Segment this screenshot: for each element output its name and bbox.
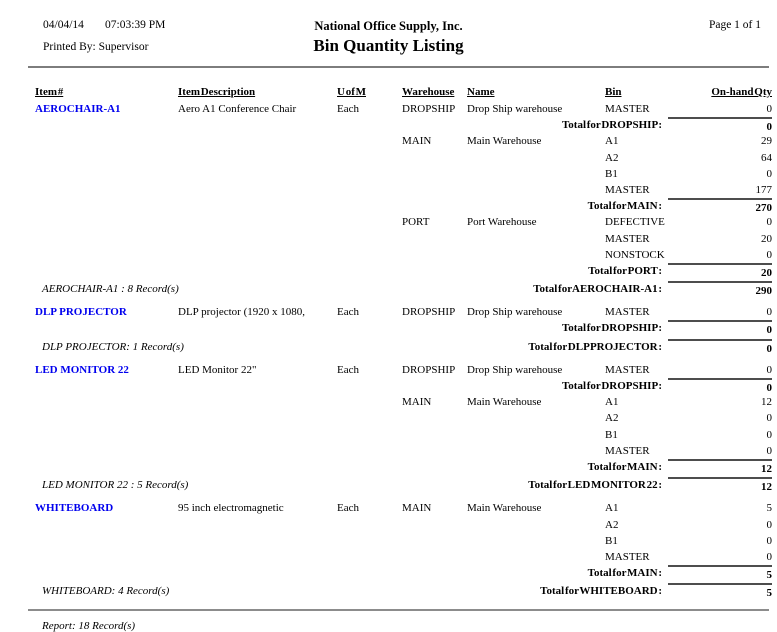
table-row: [30, 410, 772, 426]
cell-warehouse: DROPSHIP: [402, 306, 456, 319]
column-header-warehouse: Warehouse: [402, 86, 455, 98]
cell-warehouse: [400, 427, 465, 443]
cell-warehouse-name: [465, 166, 598, 182]
cell-bin: A2: [605, 518, 619, 531]
itemtotal-label: Total for LED MONITOR 22 :: [528, 479, 662, 492]
cell-qty: 5: [766, 502, 772, 515]
cell-item: [30, 410, 178, 426]
cell-bin: MASTER: [605, 232, 650, 245]
cell-warehouse-name: [465, 427, 598, 443]
table-row: [30, 339, 772, 355]
cell-qty: 0: [766, 518, 772, 531]
cell-description: [178, 549, 335, 565]
subtotal-label: Total for DROPSHIP :: [561, 380, 662, 392]
table-row: [30, 101, 772, 117]
cell-uom: [335, 247, 400, 263]
cell-warehouse: DROPSHIP: [402, 363, 456, 376]
cell-warehouse-name: [465, 182, 598, 198]
cell-qty: 0: [766, 248, 772, 261]
cell-uom: [335, 182, 400, 198]
cell-uom: Each: [337, 103, 359, 115]
cell-description: [178, 443, 335, 459]
table-row: [30, 247, 772, 263]
cell-description: [178, 231, 335, 247]
table-row: [30, 443, 772, 459]
column-header-description: Item Description: [178, 86, 256, 98]
cell-bin: MASTER: [605, 103, 650, 115]
cell-qty: 29: [761, 135, 772, 148]
cell-warehouse-name: Drop Ship warehouse: [467, 103, 563, 115]
cell-uom: [335, 443, 400, 459]
cell-qty: 0: [766, 216, 772, 229]
cell-warehouse-name: Main Warehouse: [467, 502, 542, 515]
cell-item: [30, 427, 178, 443]
report-title: Bin Quantity Listing: [313, 36, 464, 55]
table-row: [30, 231, 772, 247]
cell-qty: 20: [761, 232, 772, 245]
table-row: [30, 459, 772, 475]
table-row: [30, 394, 772, 410]
table-row: [30, 304, 772, 320]
cell-warehouse-name: [465, 410, 598, 426]
report-table-body: [30, 101, 772, 599]
table-row: [30, 320, 772, 336]
cell-description: 95 inch electromagnetic: [178, 502, 284, 515]
cell-item: [30, 150, 178, 166]
subtotal-label: Total for MAIN :: [587, 567, 662, 580]
cell-warehouse: [400, 247, 465, 263]
cell-bin: A2: [605, 151, 619, 164]
report-record-count: Report: 18 Record(s): [42, 620, 136, 632]
cell-bin: A1: [605, 135, 619, 148]
cell-warehouse-name: Port Warehouse: [467, 216, 537, 229]
cell-item: [30, 247, 178, 263]
cell-warehouse-name: [465, 231, 598, 247]
cell-bin: A1: [605, 502, 619, 515]
cell-warehouse: [400, 517, 465, 533]
cell-description: [178, 166, 335, 182]
item-number-link[interactable]: LED MONITOR 22: [35, 363, 129, 376]
cell-description: [178, 427, 335, 443]
cell-qty: 0: [766, 550, 772, 563]
cell-warehouse: [400, 410, 465, 426]
cell-warehouse: [400, 533, 465, 549]
table-row: [30, 500, 772, 516]
cell-bin: A1: [605, 396, 619, 409]
subtotal-qty: 270: [668, 198, 772, 214]
cell-warehouse: PORT: [402, 216, 430, 229]
cell-warehouse: MAIN: [402, 502, 432, 515]
cell-warehouse-name: Main Warehouse: [467, 396, 542, 409]
page-indicator: Page 1 of 1: [708, 19, 761, 31]
table-row: [30, 583, 772, 599]
table-row: [30, 533, 772, 549]
cell-description: [178, 214, 335, 230]
column-header-uom: U of M: [337, 86, 366, 98]
subtotal-label: Total for DROPSHIP :: [561, 119, 662, 132]
cell-qty: 0: [766, 444, 772, 457]
cell-warehouse: [400, 231, 465, 247]
cell-uom: [335, 410, 400, 426]
cell-item: [30, 517, 178, 533]
cell-uom: Each: [337, 502, 359, 515]
cell-bin: MASTER: [605, 306, 650, 319]
itemtotal-label: Total for AEROCHAIR-A1 :: [533, 283, 662, 296]
table-row: [30, 198, 772, 214]
cell-item: [30, 182, 178, 198]
cell-warehouse: MAIN: [402, 135, 432, 148]
record-count-note: DLP PROJECTOR: 1 Record(s): [42, 340, 184, 353]
cell-uom: [335, 166, 400, 182]
record-count-note: LED MONITOR 22 : 5 Record(s): [42, 479, 189, 492]
table-row: [30, 117, 772, 133]
itemtotal-qty: 5: [668, 583, 772, 599]
table-row: [30, 362, 772, 378]
table-row: [30, 281, 772, 297]
cell-item: [30, 443, 178, 459]
subtotal-label: Total for MAIN :: [587, 460, 662, 473]
table-row: [30, 150, 772, 166]
item-number-link[interactable]: DLP PROJECTOR: [35, 306, 127, 319]
table-row: [30, 182, 772, 198]
company-name: National Office Supply, Inc.: [314, 19, 463, 33]
cell-bin: MASTER: [605, 183, 650, 196]
table-row: [30, 549, 772, 565]
subtotal-label: Total for DROPSHIP :: [561, 322, 662, 335]
subtotal-qty: 20: [668, 263, 772, 279]
subtotal-qty: 0: [668, 378, 772, 394]
cell-uom: [335, 427, 400, 443]
cell-warehouse-name: Drop Ship warehouse: [467, 306, 563, 319]
header-divider: [28, 66, 769, 68]
cell-qty: 12: [761, 396, 772, 409]
cell-uom: [335, 517, 400, 533]
cell-warehouse: [400, 182, 465, 198]
cell-warehouse-name: Drop Ship warehouse: [467, 363, 563, 376]
cell-bin: MASTER: [605, 550, 650, 563]
table-row: [30, 214, 772, 230]
cell-qty: 0: [766, 306, 772, 319]
cell-warehouse-name: [465, 247, 598, 263]
cell-qty: 0: [766, 428, 772, 441]
cell-warehouse: MAIN: [402, 396, 432, 409]
column-header-name: Name: [467, 86, 495, 98]
itemtotal-qty: 0: [668, 339, 772, 355]
subtotal-qty: 0: [668, 320, 772, 336]
cell-uom: [335, 150, 400, 166]
cell-bin: MASTER: [605, 444, 650, 457]
table-row: [30, 477, 772, 493]
itemtotal-label: Total for DLP PROJECTOR :: [528, 340, 662, 353]
cell-item: [30, 533, 178, 549]
cell-warehouse: [400, 166, 465, 182]
cell-bin: A2: [605, 412, 619, 425]
cell-uom: [335, 133, 400, 149]
table-row: [30, 378, 772, 394]
printed-by: Printed By: Supervisor: [43, 41, 149, 53]
cell-warehouse-name: [465, 549, 598, 565]
cell-item: [30, 549, 178, 565]
itemtotal-qty: 12: [668, 477, 772, 493]
report-date: 04/04/14: [43, 19, 84, 31]
cell-bin: B1: [605, 534, 618, 547]
subtotal-qty: 0: [668, 117, 772, 133]
cell-description: [178, 394, 335, 410]
cell-bin: NONSTOCK: [605, 248, 665, 261]
cell-qty: 0: [766, 412, 772, 425]
cell-uom: Each: [337, 363, 359, 376]
cell-item: [30, 231, 178, 247]
cell-bin: DEFECTIVE: [605, 216, 665, 229]
table-row: [30, 427, 772, 443]
cell-item: [30, 166, 178, 182]
cell-item: [30, 394, 178, 410]
cell-qty: 0: [766, 167, 772, 180]
cell-bin: B1: [605, 167, 618, 180]
cell-item: [30, 214, 178, 230]
cell-uom: [335, 533, 400, 549]
cell-description: LED Monitor 22": [178, 363, 257, 376]
cell-qty: 0: [766, 103, 772, 115]
cell-warehouse-name: [465, 443, 598, 459]
cell-item: [30, 133, 178, 149]
cell-bin: MASTER: [605, 363, 650, 376]
cell-uom: [335, 214, 400, 230]
subtotal-qty: 5: [668, 565, 772, 581]
cell-description: Aero A1 Conference Chair: [178, 103, 297, 115]
cell-warehouse-name: [465, 150, 598, 166]
cell-description: [178, 133, 335, 149]
group-spacer: [30, 355, 772, 362]
cell-warehouse-name: [465, 533, 598, 549]
group-spacer: [30, 297, 772, 304]
cell-warehouse: DROPSHIP: [402, 103, 456, 115]
record-count-note: WHITEBOARD: 4 Record(s): [42, 585, 170, 598]
report-time: 07:03:39 PM: [105, 19, 166, 31]
cell-description: DLP projector (1920 x 1080,: [178, 306, 305, 319]
cell-uom: Each: [337, 306, 359, 319]
cell-qty: 177: [755, 183, 772, 196]
table-row: [30, 517, 772, 533]
report-table: [30, 84, 772, 632]
footer-divider: [28, 609, 769, 611]
table-row: [30, 263, 772, 279]
cell-description: [178, 410, 335, 426]
cell-warehouse: [400, 150, 465, 166]
cell-warehouse-name: [465, 517, 598, 533]
subtotal-qty: 12: [668, 459, 772, 475]
table-header-row: [30, 84, 772, 101]
table-row: [30, 565, 772, 581]
itemtotal-label: Total for WHITEBOARD :: [540, 585, 662, 598]
item-number-link[interactable]: WHITEBOARD: [35, 502, 114, 515]
column-header-onhand-qty: On-hand Qty: [711, 86, 772, 98]
cell-bin: B1: [605, 428, 618, 441]
cell-description: [178, 533, 335, 549]
cell-warehouse-name: Main Warehouse: [467, 135, 542, 148]
cell-description: [178, 182, 335, 198]
subtotal-label: Total for MAIN :: [587, 200, 662, 213]
subtotal-label: Total for PORT :: [588, 264, 662, 277]
cell-description: [178, 150, 335, 166]
cell-uom: [335, 231, 400, 247]
cell-description: [178, 247, 335, 263]
column-header-item: Item #: [35, 86, 64, 98]
column-header-bin: Bin: [605, 86, 622, 98]
cell-warehouse: [400, 549, 465, 565]
cell-qty: 64: [761, 151, 772, 164]
group-spacer: [30, 493, 772, 500]
table-row: [30, 133, 772, 149]
report-header: [0, 0, 777, 83]
cell-qty: 0: [766, 363, 772, 376]
item-number-link[interactable]: AEROCHAIR-A1: [35, 103, 121, 115]
cell-warehouse: [400, 443, 465, 459]
cell-uom: [335, 549, 400, 565]
cell-uom: [335, 394, 400, 410]
cell-qty: 0: [766, 534, 772, 547]
record-count-note: AEROCHAIR-A1 : 8 Record(s): [42, 283, 179, 296]
cell-description: [178, 517, 335, 533]
itemtotal-qty: 290: [668, 281, 772, 297]
table-row: [30, 166, 772, 182]
